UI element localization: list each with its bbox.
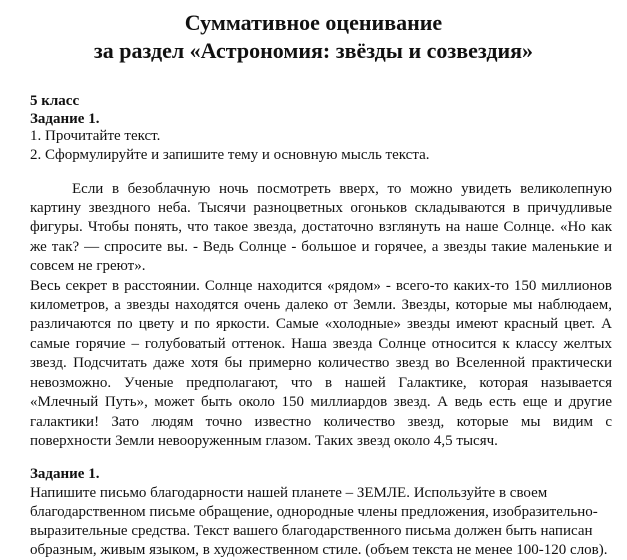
task2-line: выразительные средства. Текст вашего благодарственного письма должен быть написан xyxy=(30,523,593,539)
text-line: самые горячие – голубоватый оттенок. Наша звезда Солнце относится к классу желтых xyxy=(30,336,612,352)
text-line: Если в безоблачную ночь посмотреть вверх, то можно увидеть великолепную xyxy=(72,181,612,197)
text-line: же так? — спросите вы. - Ведь Солнце - большое и горячее, а звезды такие маленькие и xyxy=(30,239,612,255)
document-title-line-1: Суммативное оценивание xyxy=(184,10,443,35)
text-line: километров, а звезды находятся очень далеко от Земли. Звезды, которые мы наблюдаем, xyxy=(30,297,612,313)
text-line: звезд. Подсчитать даже хотя бы примерно количество звезд во Вселенной практически xyxy=(30,355,612,371)
text-line: фигуры. Чтобы понять, что такое звезда, достаточно взглянуть на наше Солнце. «Но как xyxy=(30,219,612,235)
document-title-line-2: за раздел «Астрономия: звёзды и созвездия» xyxy=(93,38,534,63)
task2-line: Напишите письмо благодарности нашей планете – ЗЕМЛЕ. Используйте в своем xyxy=(30,485,548,501)
text-line: Весь секрет в расстоянии. Солнце находится «рядом» - всего-то каких-то 150 миллионов xyxy=(30,278,612,294)
text-line: поверхности Земли невооруженным глазом. Таких звезд около 4,5 тысяч. xyxy=(30,433,498,449)
grade-label: 5 класс xyxy=(30,93,80,109)
task1-item: 2. Сформулируйте и запишите тему и основную мысль текста. xyxy=(30,147,430,163)
task1-item: 1. Прочитайте текст. xyxy=(30,128,161,144)
text-line: галактики! Зато людям точно известно количество звезд, которые мы видим с xyxy=(30,414,612,430)
text-line: невозможно. Ученые предполагают, что в нашей Галактике, которая называется xyxy=(30,375,612,391)
text-line: «Млечный Путь», может быть около 150 миллиардов звезд. А ведь есть еще и другие xyxy=(30,394,612,410)
task2-line: благодарственном письме обращение, однородные члены предложения, изобразительно- xyxy=(30,504,598,520)
text-line: совсем не греют». xyxy=(30,258,146,274)
text-line: картину звездного неба. Тысячи разноцветных огоньков складываются в причудливые xyxy=(30,200,612,216)
task1-heading: Задание 1. xyxy=(30,111,100,127)
text-line: различаются по цвету и по яркости. Самые «холодные» звезды имеют красный цвет. А xyxy=(30,316,612,332)
task2-heading: Задание 1. xyxy=(30,466,100,482)
task2-line: образным, живым языком, в художественном стиле. (объем текста не менее 100-120 слов). xyxy=(30,542,608,558)
